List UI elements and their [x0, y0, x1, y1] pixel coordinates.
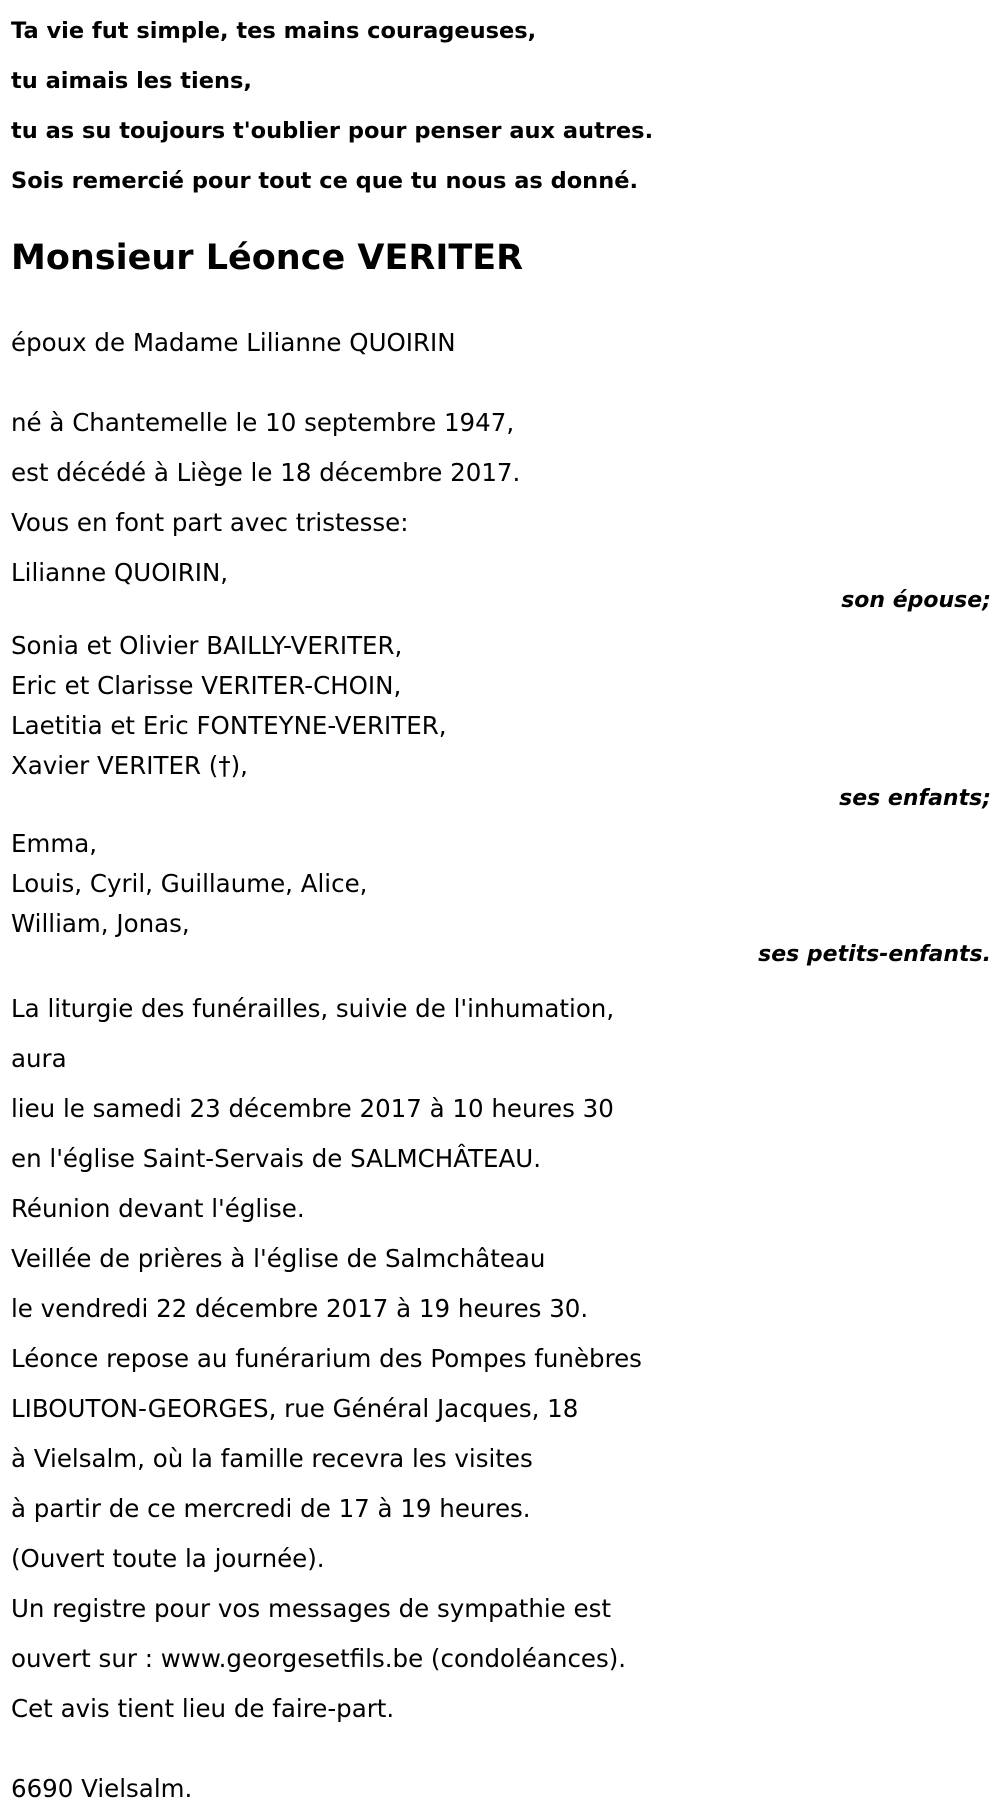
- funeral-line: Léonce repose au funérarium des Pompes funèbres: [11, 1344, 642, 1373]
- family-member: Emma,: [11, 829, 98, 858]
- funeral-line: ouvert sur : www.georgesetfils.be (condoléances).: [11, 1644, 627, 1673]
- death-line: est décédé à Liège le 18 décembre 2017.: [11, 458, 521, 487]
- funeral-line: Réunion devant l'église.: [11, 1194, 305, 1223]
- funeral-line: à partir de ce mercredi de 17 à 19 heures.: [11, 1494, 531, 1523]
- family-group-children: [11, 626, 991, 814]
- birth-line: né à Chantemelle le 10 septembre 1947,: [11, 408, 515, 437]
- funeral-line: (Ouvert toute la journée).: [11, 1544, 325, 1573]
- funeral-line: à Vielsalm, où la famille recevra les visites: [11, 1444, 533, 1473]
- relation-label: ses enfants;: [839, 786, 991, 811]
- funeral-line: le vendredi 22 décembre 2017 à 19 heures 30.: [11, 1294, 589, 1323]
- family-member: Laetitia et Eric FONTEYNE-VERITER,: [11, 711, 447, 740]
- funeral-line: La liturgie des funérailles, suivie de l'inhumation,: [11, 994, 615, 1023]
- family-member: Louis, Cyril, Guillaume, Alice,: [11, 869, 368, 898]
- deceased-name: Monsieur Léonce VERITER: [11, 238, 524, 278]
- family-member: Lilianne QUOIRIN,: [11, 558, 229, 587]
- funeral-line: Veillée de prières à l'église de Salmchâteau: [11, 1244, 546, 1273]
- funeral-info: [11, 984, 891, 1734]
- family-member: Sonia et Olivier BAILLY-VERITER,: [11, 631, 403, 660]
- family-member: William, Jonas,: [11, 909, 190, 938]
- relation-label: ses petits-enfants.: [758, 942, 991, 967]
- postal-town: 6690 Vielsalm.: [11, 1774, 193, 1803]
- funeral-line: aura: [11, 1044, 67, 1073]
- funeral-line: LIBOUTON-GEORGES, rue Général Jacques, 18: [11, 1394, 579, 1423]
- announcement-line: Vous en font part avec tristesse:: [11, 508, 409, 537]
- relation-label: son épouse;: [841, 588, 991, 613]
- funeral-line: lieu le samedi 23 décembre 2017 à 10 heures 30: [11, 1094, 614, 1123]
- poem: [11, 0, 891, 206]
- funeral-line: Cet avis tient lieu de faire-part.: [11, 1694, 395, 1723]
- family-group-spouse: [11, 548, 991, 616]
- funeral-line: en l'église Saint-Servais de SALMCHÂTEAU.: [11, 1144, 541, 1173]
- poem-line: Ta vie fut simple, tes mains courageuses,: [11, 18, 537, 44]
- birth-death-block: [11, 398, 891, 548]
- family-member: Xavier VERITER (†),: [11, 751, 248, 780]
- poem-line: Sois remercié pour tout ce que tu nous as donné.: [11, 168, 639, 194]
- poem-line: tu aimais les tiens,: [11, 68, 252, 94]
- funeral-line: Un registre pour vos messages de sympathie est: [11, 1594, 611, 1623]
- poem-line: tu as su toujours t'oublier pour penser aux autres.: [11, 118, 654, 144]
- spouse-line: époux de Madame Lilianne QUOIRIN: [11, 328, 456, 357]
- family-group-grandchildren: [11, 824, 991, 970]
- family-member: Eric et Clarisse VERITER-CHOIN,: [11, 671, 402, 700]
